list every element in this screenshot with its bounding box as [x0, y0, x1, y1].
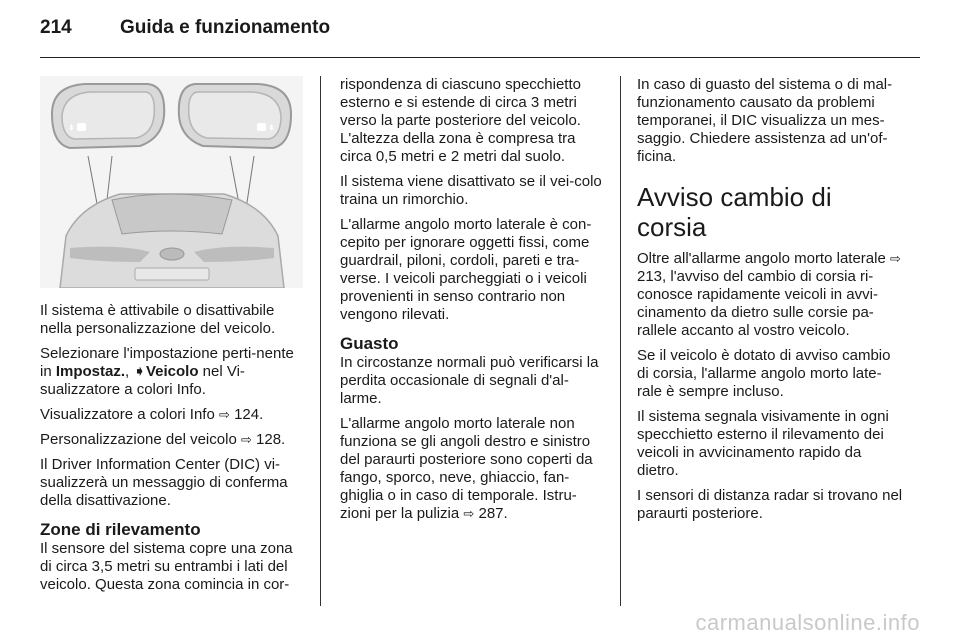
- reference-arrow-icon: ⇨: [889, 251, 901, 266]
- page-reference: 128.: [256, 431, 286, 448]
- paragraph: In circostanze normali può verificarsi la perdita occasionale di segnali d'al-larme.: [340, 354, 599, 407]
- text-span: Personalizzazione del veicolo: [40, 431, 237, 448]
- watermark: carmanualsonline.info: [695, 610, 920, 635]
- page-header: [40, 17, 330, 47]
- text-span: , l'avviso del cambio di corsia ri-conosce rapidamente veicoli in avvi-cinamento da dietro sulle corsie pa-rallele accanto al vostro veicolo.: [637, 268, 878, 339]
- paragraph: Il sistema è attivabile o disattivabile nella personalizzazione del veicolo.: [40, 302, 276, 337]
- paragraph: L'allarme angolo morto laterale è con-cepito per ignorare oggetti fissi, come guardrail, piloni, cordoli, pareti e tra-verse. I veicoli parcheggiati o i veicoli provenienti in senso contrario non vengono rilevati.: [340, 216, 592, 323]
- column-3: [637, 76, 905, 530]
- text-span: ,: [125, 363, 134, 380]
- page-reference: 287.: [478, 505, 508, 522]
- reference-arrow-icon: ⇨: [219, 407, 230, 422]
- blind-spot-illustration: [40, 76, 303, 288]
- page-reference: 124.: [234, 406, 264, 423]
- paragraph: [40, 431, 305, 449]
- paragraph: [40, 345, 305, 399]
- paragraph: [637, 250, 905, 340]
- section-heading: Guasto: [340, 334, 399, 353]
- reference-arrow-icon: ⇨: [463, 506, 475, 521]
- right-mirror: [179, 84, 291, 148]
- paragraph: rispondenza di ciascuno specchietto esterno e si estende di circa 3 metri verso la parte posteriore del veicolo. L'altezza della zona è compresa tra circa 0,5 metri e 2 metri dal suolo.: [340, 76, 581, 165]
- paragraph: Se il veicolo è dotato di avviso cambio di corsia, l'allarme angolo morto late-rale è sempre incluso.: [637, 347, 891, 400]
- page-title: Guida e funzionamento: [120, 17, 331, 38]
- paragraph: Il Driver Information Center (DIC) vi-sualizzerà un messaggio di conferma della disattivazione.: [40, 456, 288, 509]
- header-rule: [40, 57, 920, 58]
- paragraph: Il sistema viene disattivato se il vei-colo traina un rimorchio.: [340, 173, 602, 208]
- car-rear: [60, 194, 284, 288]
- car-mirrors-drawing: [40, 76, 303, 288]
- menu-label-vehicle: Veicolo: [145, 363, 199, 380]
- column-divider: [320, 76, 321, 606]
- text-span: Visualizzatore a colori Info: [40, 406, 215, 423]
- section-heading: Zone di rilevamento: [40, 520, 201, 539]
- paragraph: [40, 406, 305, 424]
- column-2: [340, 76, 605, 530]
- paragraph: Il sensore del sistema copre una zona di circa 3,5 metri su entrambi i lati del veicolo. Questa zona comincia in cor-: [40, 540, 293, 593]
- text-span: Selezionare l'impostazione perti-nente in: [40, 345, 294, 380]
- menu-label-settings: Impostaz.: [55, 363, 126, 380]
- paragraph: [340, 415, 605, 523]
- paragraph: Il sistema segnala visivamente in ogni specchietto esterno il rilevamento dei veicoli in avvicinamento rapido da dietro.: [637, 408, 889, 479]
- text-span: nel Vi-sualizzatore a colori Info.: [40, 363, 245, 398]
- text-span: L'allarme angolo morto laterale non funziona se gli angoli destro e sinistro del paraurti posteriore sono coperti da fango, sporco, neve, ghiaccio, fan-ghiglia o in caso di temporale. Istru-zioni per la pulizia: [340, 415, 593, 522]
- column-1: [40, 302, 305, 601]
- menu-arrow-icon: ➧: [133, 363, 146, 380]
- reference-arrow-icon: ⇨: [240, 432, 252, 447]
- section-heading: Avviso cambio di corsia: [637, 182, 832, 242]
- paragraph: In caso di guasto del sistema o di mal-funzionamento causato da problemi temporanei, il DIC visualizza un mes-saggio. Chiedere assistenza ad un'of-ficina.: [637, 76, 893, 165]
- paragraph: I sensori di distanza radar si trovano nel paraurti posteriore.: [637, 487, 903, 522]
- page-reference: 213: [637, 268, 663, 285]
- page-number: 214: [40, 17, 72, 38]
- text-span: Oltre all'allarme angolo morto laterale: [637, 250, 886, 267]
- left-mirror: [52, 84, 164, 148]
- column-divider: [620, 76, 621, 606]
